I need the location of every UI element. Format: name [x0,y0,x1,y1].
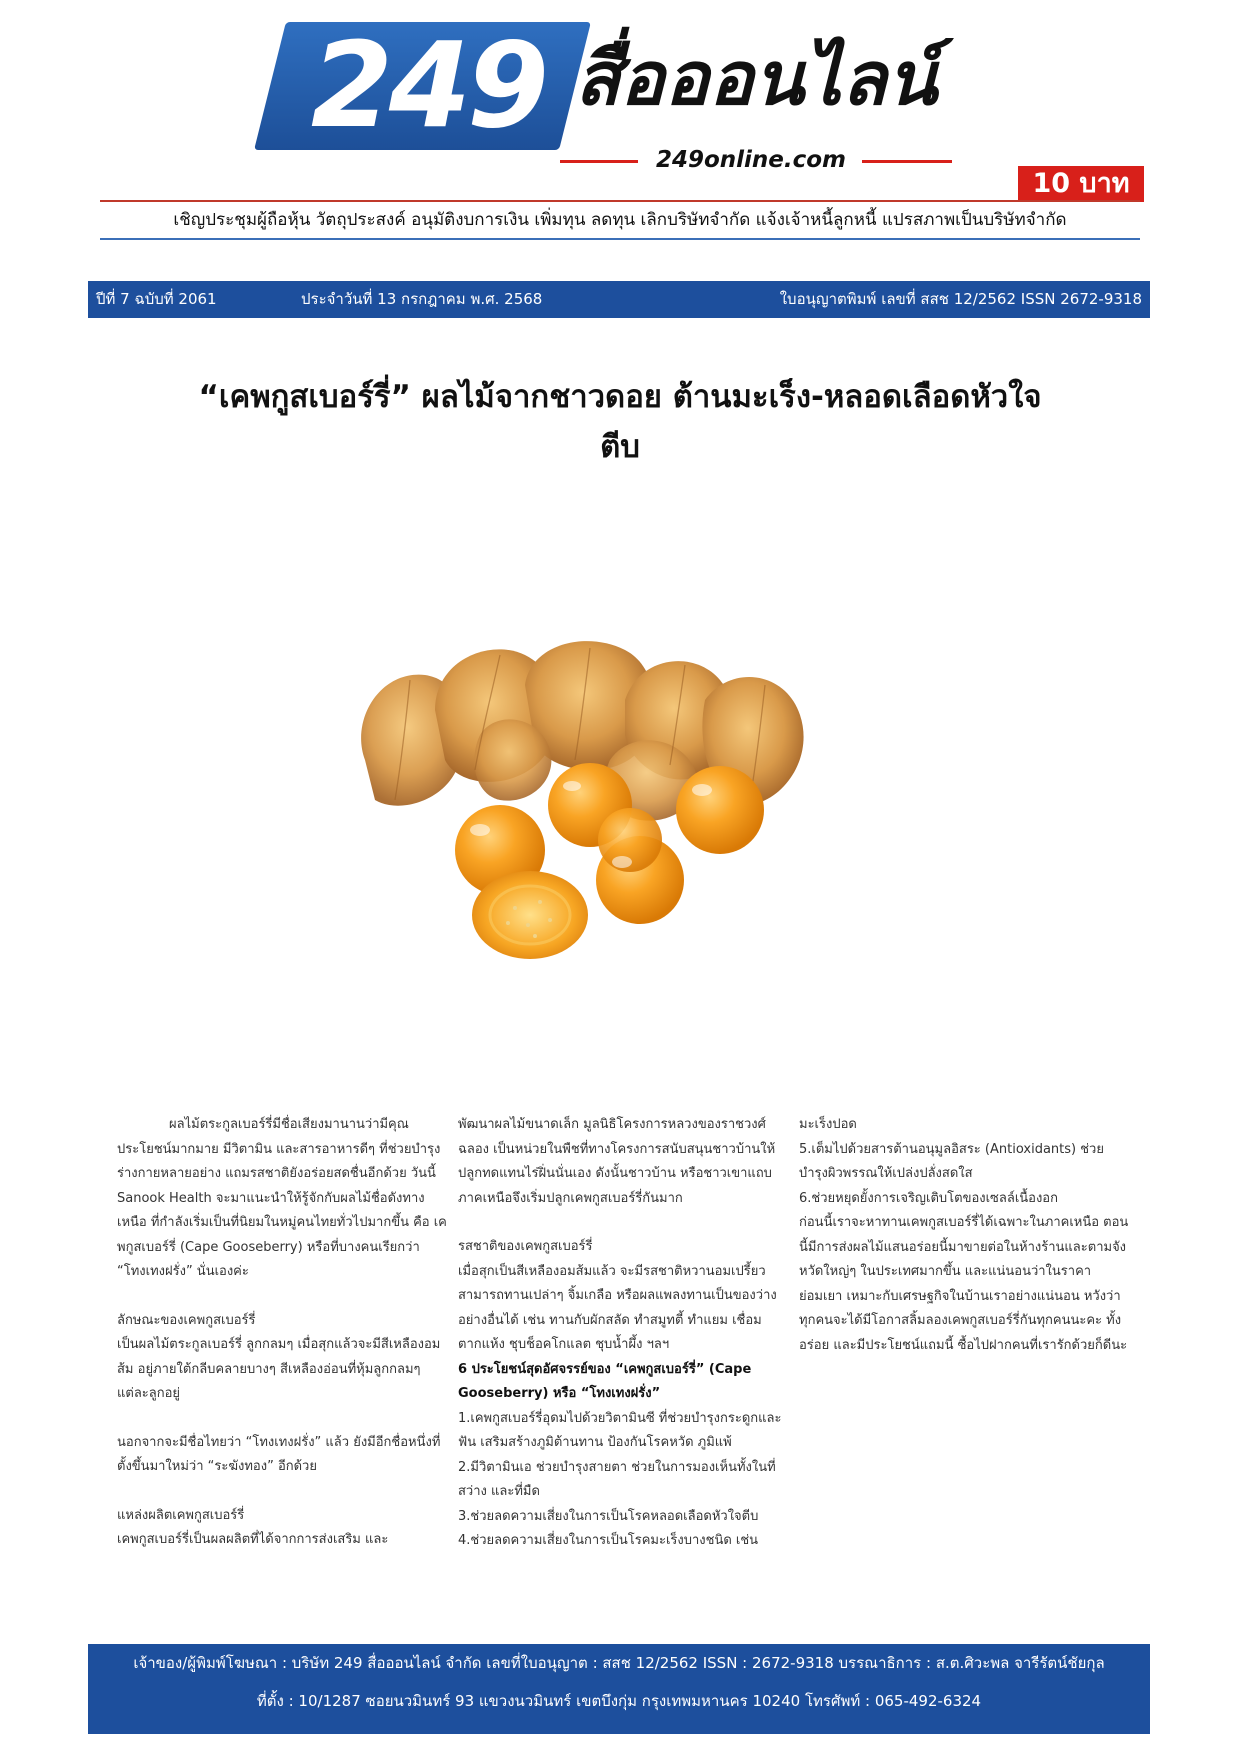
paragraph-sources-cont: พัฒนาผลไม้ขนาดเล็ก มูลนิธิโครงการหลวงของราชวงศ์ฉลอง เป็นหน่วยในพืชที่ทางโครงการสนับสนุนชาวบ้านให้ปลูกทดแทนไร่ฝิ่นนั่นเอง ดังนั้นชาวบ้าน หรือชาวเขาแถบภาคเหนือจึงเริ่มปลูกเคพกูสเบอร์รี่กันมาก [458,1117,776,1206]
header-rule-blue [100,238,1140,240]
paragraph-sources: เคพกูสเบอร์รี่เป็นผลผลิตที่ได้จากการส่งเสริม และ [117,1532,389,1547]
price-badge: 10 บาท [1018,166,1144,202]
print-license: ใบอนุญาตพิมพ์ เลขที่ สสช 12/2562 ISSN 2672-9318 [779,290,1142,308]
paragraph-taste: เมื่อสุกเป็นสีเหลืองอมส้มแล้ว จะมีรสชาติหวานอมเปรี้ยว สามารถทานเปล่าๆ จิ้มเกลือ หรือผลแพลงทานเป็นของว่างอย่างอื่นได้ เช่น ทานกับผักสลัด ทำสมูทตี้ ทำแยม เชื่อม ตากแห้ง ชุบช็อคโกแลต ชุบน้ำผึ้ง ฯลฯ [458,1263,777,1352]
footer-address: ที่ตั้ง : 10/1287 ซอยนวมินทร์ 93 แขวงนวมินทร์ เขตบึงกุ่ม กรุงเทพมหานคร 10240 โทรศัพท์ : 065-492-6324 [256,1692,982,1710]
benefit-3: 3.ช่วยลดความเสี่ยงในการเป็นโรคหลอดเลือดหัวใจตีบ [458,1508,759,1524]
article-column-3 [799,1113,1129,1613]
article-body [117,1113,1127,1613]
issue-info-bar [88,281,1150,318]
paragraph-characteristics: เป็นผลไม้ตระกูลเบอร์รี่ ลูกกลมๆ เมื่อสุกแล้วจะมีสีเหลืองอมส้ม อยู่ภายใต้กลีบคลายบางๆ สีเหลืองอ่อนที่หุ้มลูกกลมๆ แต่ละลูกอยู่ [117,1337,441,1401]
logo-number: 249 [310,16,546,154]
benefit-4-cont: มะเร็งปอด [799,1117,857,1132]
benefit-4: 4.ช่วยลดความเสี่ยงในการเป็นโรคมะเร็งบางชนิด เช่น [458,1533,759,1548]
tagline: เชิญประชุมผู้ถือหุ้น วัตถุประสงค์ อนุมัติงบการเงิน เพิ่มทุน ลดทุน เลิกบริษัทจำกัด แจ้งเจ้าหนี้ลูกหนี้ แปรสภาพเป็นบริษัทจำกัด [173,210,1067,230]
issue-date: ประจำวันที่ 13 กรกฎาคม พ.ศ. 2568 [301,290,543,308]
logo-thai-text: สื่อออนไลน์ [575,36,938,122]
cape-gooseberry-photo [340,640,900,970]
paragraph-closing: ก่อนนี้เราจะหาทานเคพกูสเบอร์รี่ได้เฉพาะในภาคเหนือ ตอนนี้มีการส่งผลไม้แสนอร่อยนี้มาขายต่อในห้างร้านและตามจังหวัดใหญ่ๆ ในประเทศมากขึ้น และแน่นอนว่าในราคาย่อมเยา เหมาะกับเศรษฐกิจในบ้านเราอย่างแน่นอน หวังว่าทุกคนจะได้มีโอกาสลิ้มลองเคพกูสเบอร์รี่กันทุกคนนะคะ ทั้งอร่อย และมีประโยชน์แถมนี้ ซื้อไปฝากคนที่เรารักด้วยก็ดีนะ [799,1215,1129,1353]
paragraph-intro: ผลไม้ตระกูลเบอร์รี่มีชื่อเสียงมานานว่ามีคุณประโยชน์มากมาย มีวิตามิน และสารอาหารดีๆ ที่ช่วยบำรุงร่างกายหลายอย่าง แถมรสชาติยังอร่อยสดชื่นอีกด้วย วันนี้ Sanook Health จะมาแนะนำให้รู้จักกับผลไม้ชื่อดังทางเหนือ ที่กำลังเริ่มเป็นที่นิยมในหมู่คนไทยทั่วไปมากขึ้น คือ เคพกูสเบอร์รี่ (Cape Gooseberry) หรือที่บางคนเรียกว่า “โทงเทงฝรั่ง” นั่นเองค่ะ [117,1117,447,1279]
subheading-sources: แหล่งผลิตเคพกูสเบอร์รี่ [117,1507,245,1523]
header-rule-red [100,200,1140,202]
logo-rule-left [560,160,638,163]
footer-bar [88,1644,1150,1734]
issue-number: ปีที่ 7 ฉบับที่ 2061 [96,290,217,308]
subheading-benefits: 6 ประโยชน์สุดอัศจรรย์ของ “เคพกูสเบอร์รี่” (Cape Gooseberry) หรือ “โทงเทงฝรั่ง” [458,1361,752,1401]
subheading-characteristics: ลักษณะของเคพกูสเบอร์รี่ [117,1312,256,1328]
logo-rule-right [862,160,952,163]
headline-line-2: ตีบ [600,429,640,465]
benefit-5: 5.เต็มไปด้วยสารต้านอนุมูลอิสระ (Antioxidants) ช่วยบำรุงผิวพรรณให้เปล่งปลั่งสดใส [799,1141,1104,1181]
article-column-1 [117,1113,447,1613]
benefit-6: 6.ช่วยหยุดยั้งการเจริญเติบโตของเซลล์เนื้องอก [799,1190,1058,1206]
article-column-2 [458,1113,788,1613]
benefit-1: 1.เคพกูสเบอร์รี่อุดมไปด้วยวิตามินซี ที่ช่วยบำรุงกระดูกและฟัน เสริมสร้างภูมิต้านทาน ป้องกันโรคหวัด ภูมิแพ้ [458,1410,782,1450]
paragraph-other-names: นอกจากจะมีชื่อไทยว่า “โทงเทงฝรั่ง” แล้ว ยังมีอีกชื่อหนึ่งที่ตั้งขึ้นมาใหม่ว่า “ระฆังทอง” อีกด้วย [117,1434,441,1474]
logo-url: 249online.com [655,147,847,173]
footer-publisher: เจ้าของ/ผู้พิมพ์โฆษณา : บริษัท 249 สื่อออนไลน์ จำกัด เลขที่ใบอนุญาต : สสช 12/2562 ISSN : 2672-9318 บรรณาธิการ : ส.ต.ศิวะพล จารีรัตน์ชัยกุล [133,1654,1105,1672]
headline-line-1: “เคพกูสเบอร์รี่” ผลไม้จากชาวดอย ต้านมะเร็ง-หลอดเลือดหัวใจ [198,379,1042,415]
subheading-taste: รสชาติของเคพกูสเบอร์รี่ [458,1239,593,1254]
masthead [0,0,1240,200]
benefit-2: 2.มีวิตามินเอ ช่วยบำรุงสายตา ช่วยในการมองเห็นทั้งในที่สว่าง และที่มืด [458,1459,776,1499]
article-headline [100,372,1140,472]
